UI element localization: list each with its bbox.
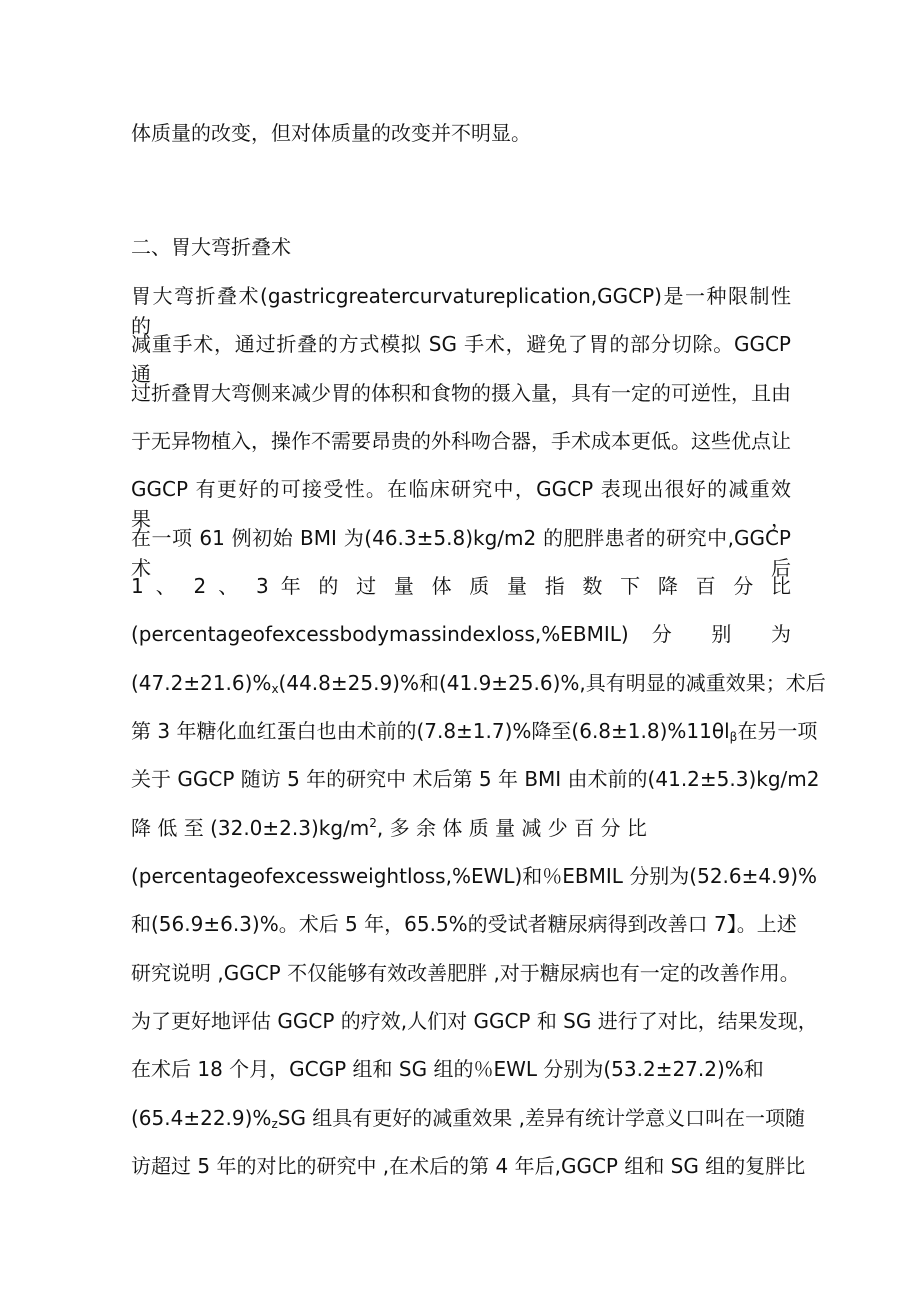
text-line-2: 减重手术，通过折叠的方式模拟 SG 手术，避免了胃的部分切除。GGCP 通 <box>131 332 791 386</box>
text-line-18-part-b: SG 组具有更好的减重效果 ,差异有统计学意义口叫在一项随 <box>277 1106 806 1130</box>
text-line-19: 访超过 5 年的对比的研究中 ,在术后的第 4 年后,GGCP 组和 SG 组的复胖比 <box>131 1154 806 1178</box>
text-line-4: 于无异物植入，操作不需要昂贵的外科吻合器，手术成本更低。这些优点让 <box>131 429 791 453</box>
text-line-6: 在一项 61 例初始 BMI 为(46.3±5.8)kg∕m2 的肥胖患者的研究中,GGCP 术后 <box>131 526 791 580</box>
text-line-7: 1 、 2 、 3 年 的 过 量 体 质 量 指 数 下 降 百 分 比 <box>131 574 791 598</box>
text-line-10-subscript: β <box>729 730 738 744</box>
text-line-12-superscript: 2 <box>369 816 377 830</box>
text-line-14: 和(56.9±6.3)%。术后 5 年，65.5%的受试者糖尿病得到改善口 7】。上述 <box>131 912 797 936</box>
text-line-9-subscript: x <box>271 682 279 696</box>
text-line-18 <box>131 1103 806 1133</box>
text-line-12-part-b: , 多 余 体 质 量 减 少 百 分 比 <box>376 816 647 840</box>
text-line-8: (percentageofexcessbodymassindexloss,%EBMIL) 分 别 为 <box>131 622 791 646</box>
section-heading: 二、胃大弯折叠术 <box>131 235 291 259</box>
text-line-10 <box>131 716 818 746</box>
text-line-12-part-a: 降 低 至 (32.0±2.3)kg∕m <box>131 816 370 840</box>
text-line-5: GGCP 有更好的可接受性。在临床研究中，GGCP 表现出很好的减重效果， <box>131 477 791 531</box>
text-line-10-part-a: 第 3 年糖化血红蛋白也由术前的(7.8±1.7)%降至(6.8±1.8)%11θl <box>131 719 730 743</box>
text-line-17: 在术后 18 个月，GCGP 组和 SG 组的％EWL 分别为(53.2±27.2)%和 <box>131 1057 764 1081</box>
text-line-9-part-b: (44.8±25.9)%和(41.9±25.6)%,具有明显的减重效果；术后 <box>278 671 826 695</box>
text-line-9-part-a: (47.2±21.6)% <box>131 671 272 695</box>
text-line-15: 研究说明 ,GGCP 不仅能够有效改善肥胖 ,对于糖尿病也有一定的改善作用。 <box>131 961 800 985</box>
text-line-1: 胃大弯折叠术(gastricgreatercurvatureplication,GGCP)是一种限制性的 <box>131 284 791 338</box>
text-line-10-part-b: 在另一项 <box>737 719 818 743</box>
text-line-9 <box>131 668 826 698</box>
text-line-3: 过折叠胃大弯侧来减少胃的体积和食物的摄入量，具有一定的可逆性，且由 <box>131 381 791 405</box>
text-line-11: 关于 GGCP 随访 5 年的研究中 术后第 5 年 BMI 由术前的(41.2±5.3)kg/m2 <box>131 767 820 791</box>
text-line-12 <box>131 813 791 843</box>
paragraph-tail-line: 体质量的改变，但对体质量的改变并不明显。 <box>131 121 531 145</box>
text-line-16: 为了更好地评估 GGCP 的疗效,人们对 GGCP 和 SG 进行了对比，结果发现， <box>131 1009 818 1033</box>
text-line-18-subscript: z <box>271 1117 278 1131</box>
text-line-13: (percentageofexcessweightloss,%EWL)和％EBMIL 分别为(52.6±4.9)% <box>131 864 818 888</box>
text-line-18-part-a: (65.4±22.9)% <box>131 1106 272 1130</box>
